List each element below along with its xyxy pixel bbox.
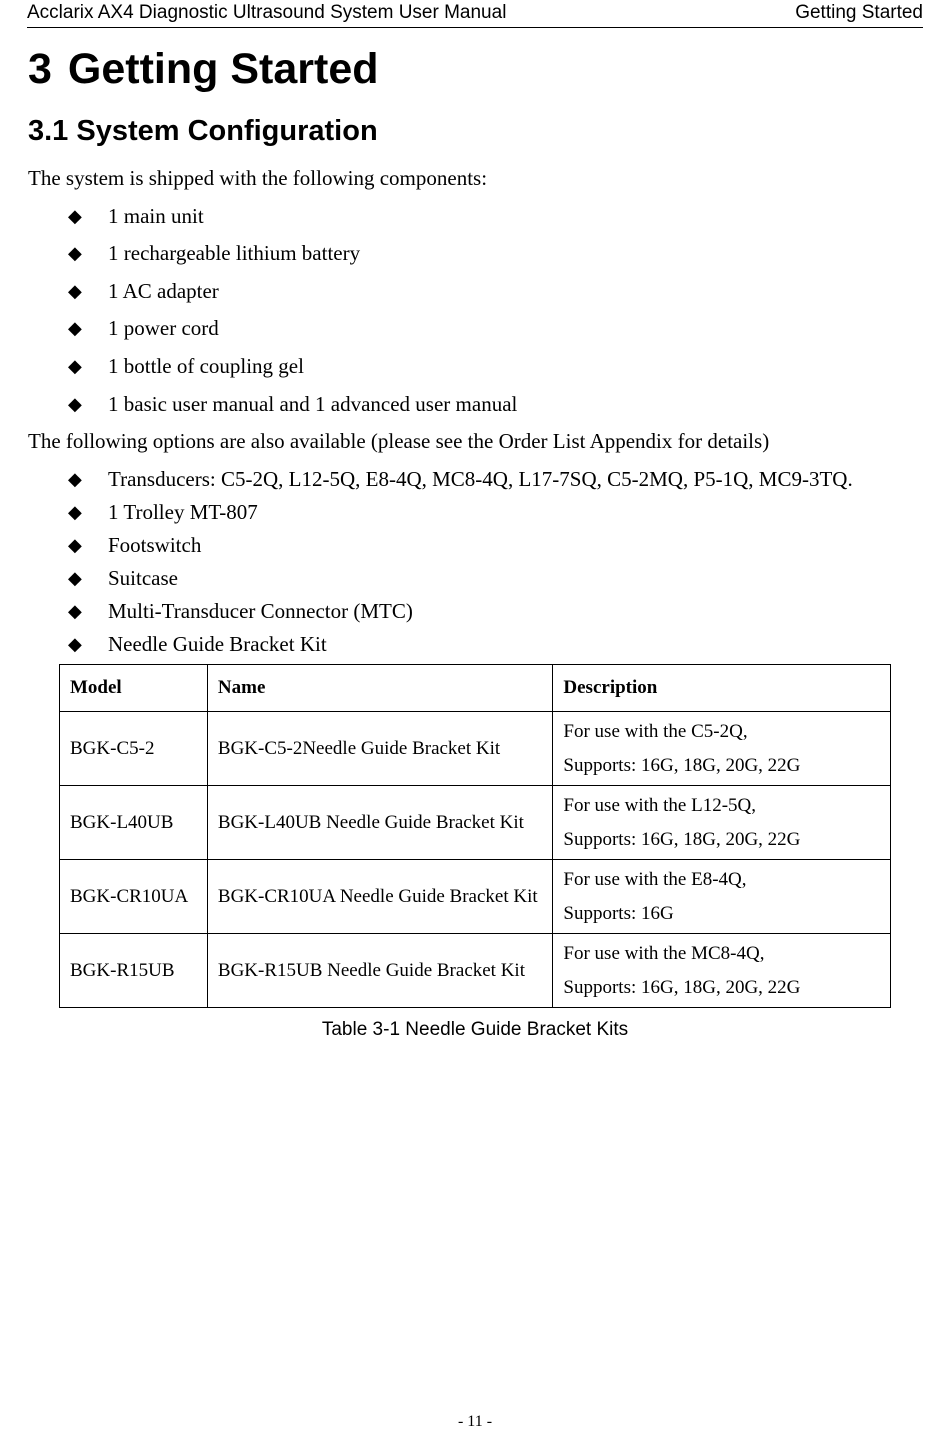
header-manual-title: Acclarix AX4 Diagnostic Ultrasound System User Manual xyxy=(27,2,507,23)
diamond-bullet-icon: ◆ xyxy=(68,469,82,489)
description-line: Supports: 16G, 18G, 20G, 22G xyxy=(563,754,801,776)
column-header-name: Name xyxy=(207,665,553,712)
components-intro: The system is shipped with the following components: xyxy=(28,166,488,190)
table-header-row xyxy=(60,665,891,712)
table-caption: Table 3-1 Needle Guide Bracket Kits xyxy=(321,1019,629,1040)
diamond-bullet-icon: ◆ xyxy=(68,243,82,263)
option-item-text: Footswitch xyxy=(108,533,202,557)
page-number: - 11 - xyxy=(457,1413,493,1430)
model-cell: BGK-CR10UA xyxy=(60,860,208,934)
component-item-text: 1 basic user manual and 1 advanced user manual xyxy=(108,392,518,416)
chapter-number: 3 xyxy=(28,45,52,93)
chapter-title: Getting Started xyxy=(67,45,379,93)
description-line: Supports: 16G, 18G, 20G, 22G xyxy=(563,976,801,998)
description-cell xyxy=(553,712,891,786)
component-item-text: 1 AC adapter xyxy=(108,279,219,303)
model-cell: BGK-L40UB xyxy=(60,786,208,860)
component-item-text: 1 rechargeable lithium battery xyxy=(108,241,361,265)
description-cell xyxy=(553,860,891,934)
name-cell: BGK-CR10UA Needle Guide Bracket Kit xyxy=(207,860,553,934)
column-header-model: Model xyxy=(60,665,208,712)
diamond-bullet-icon: ◆ xyxy=(68,281,82,301)
option-item-text: Multi-Transducer Connector (MTC) xyxy=(108,599,413,623)
description-cell xyxy=(553,786,891,860)
description-line: For use with the MC8-4Q, xyxy=(563,942,765,964)
description-line: For use with the L12-5Q, xyxy=(563,794,757,816)
diamond-bullet-icon: ◆ xyxy=(68,318,82,338)
table-row xyxy=(60,712,891,786)
name-cell: BGK-C5-2Needle Guide Bracket Kit xyxy=(207,712,553,786)
diamond-bullet-icon: ◆ xyxy=(68,502,82,522)
section-heading: 3.1 System Configuration xyxy=(28,115,378,147)
chapter-heading xyxy=(28,43,379,95)
diamond-bullet-icon: ◆ xyxy=(68,356,82,376)
component-item-text: 1 power cord xyxy=(108,316,219,340)
option-item-text: Suitcase xyxy=(108,566,178,590)
table-row xyxy=(60,860,891,934)
description-line: For use with the E8-4Q, xyxy=(563,868,747,890)
diamond-bullet-icon: ◆ xyxy=(68,535,82,555)
table-row xyxy=(60,934,891,1008)
column-header-description: Description xyxy=(553,665,891,712)
component-item-text: 1 bottle of coupling gel xyxy=(108,354,304,378)
diamond-bullet-icon: ◆ xyxy=(68,568,82,588)
description-line: Supports: 16G xyxy=(563,902,674,924)
needle-guide-table xyxy=(59,664,891,1008)
option-item-text: Transducers: C5-2Q, L12-5Q, E8-4Q, MC8-4Q, L17-7SQ, C5-2MQ, P5-1Q, MC9-3TQ. xyxy=(108,467,853,491)
component-item-text: 1 main unit xyxy=(108,204,204,228)
model-cell: BGK-R15UB xyxy=(60,934,208,1008)
page-header xyxy=(27,0,923,28)
options-intro: The following options are also available (please see the Order List Appendix for details) xyxy=(28,429,770,453)
description-cell xyxy=(553,934,891,1008)
table-row xyxy=(60,786,891,860)
diamond-bullet-icon: ◆ xyxy=(68,206,82,226)
diamond-bullet-icon: ◆ xyxy=(68,634,82,654)
diamond-bullet-icon: ◆ xyxy=(68,601,82,621)
description-line: Supports: 16G, 18G, 20G, 22G xyxy=(563,828,801,850)
header-section-title: Getting Started xyxy=(795,2,923,23)
option-item-text: 1 Trolley MT-807 xyxy=(108,500,258,524)
name-cell: BGK-L40UB Needle Guide Bracket Kit xyxy=(207,786,553,860)
name-cell: BGK-R15UB Needle Guide Bracket Kit xyxy=(207,934,553,1008)
model-cell: BGK-C5-2 xyxy=(60,712,208,786)
diamond-bullet-icon: ◆ xyxy=(68,394,82,414)
description-line: For use with the C5-2Q, xyxy=(563,720,748,742)
option-item-text: Needle Guide Bracket Kit xyxy=(108,632,327,656)
